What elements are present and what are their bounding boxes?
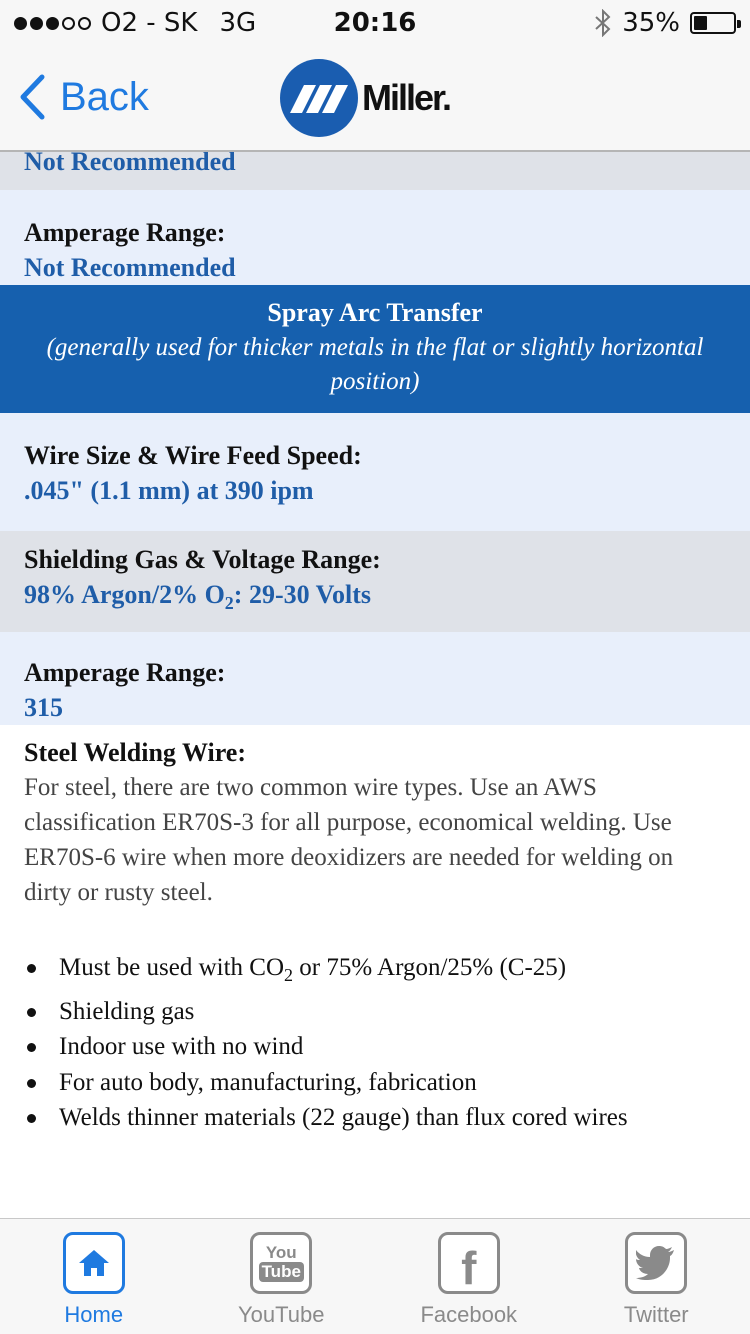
amperage-label: Amperage Range: — [24, 658, 226, 687]
twitter-icon — [625, 1232, 687, 1294]
miller-logo-text: Miller. — [362, 77, 451, 118]
tab-label: Facebook — [420, 1302, 518, 1327]
back-label: Back — [60, 74, 149, 119]
tab-label: Twitter — [623, 1302, 689, 1327]
steel-wire-title: Steel Welding Wire: — [24, 738, 246, 767]
amperage-row-1 — [0, 190, 750, 285]
tab-twitter[interactable] — [563, 1219, 750, 1334]
spray-arc-title: Spray Arc Transfer — [267, 298, 483, 327]
tab-home[interactable] — [0, 1219, 188, 1334]
wire-size-label: Wire Size & Wire Feed Speed: — [24, 441, 362, 470]
wire-size-row — [0, 413, 750, 531]
tab-label: Home — [64, 1302, 124, 1327]
spray-arc-subtitle: (generally used for thicker metals in the flat or slightly horizontal position) — [46, 334, 704, 395]
battery-percent: 35% — [622, 8, 680, 38]
partial-value: Not Recommended — [24, 152, 236, 176]
back-button[interactable] — [18, 74, 149, 120]
steel-wire-bullets — [24, 950, 744, 1136]
amperage-value: Not Recommended — [24, 253, 236, 282]
list-item: Welds thinner materials (22 gauge) than flux cored wires — [24, 1100, 744, 1136]
amperage-row-2 — [0, 632, 750, 725]
youtube-icon: You Tube — [250, 1232, 312, 1294]
steel-wire-description: For steel, there are two common wire types. Use an AWS classification ER70S-3 for all purpose, economical welding. Use ER70S-6 wire when more deoxidizers are needed for welding on dirty or rusty steel. — [24, 774, 674, 906]
wire-size-value: .045" (1.1 mm) at 390 ipm — [24, 476, 314, 505]
navigation-bar — [0, 40, 750, 152]
chevron-left-icon — [18, 74, 46, 120]
status-right — [594, 8, 736, 38]
partial-row — [0, 152, 750, 190]
tab-bar — [0, 1218, 750, 1334]
spray-arc-header — [0, 285, 750, 413]
battery-icon — [690, 12, 736, 34]
bluetooth-icon — [594, 9, 612, 37]
home-icon — [63, 1232, 125, 1294]
steel-wire-section — [24, 736, 724, 910]
carrier-name: O2 - SK — [101, 8, 198, 38]
battery-fill — [694, 16, 707, 30]
facebook-icon: f — [438, 1232, 500, 1294]
tab-facebook[interactable] — [375, 1219, 563, 1334]
tab-youtube[interactable] — [188, 1219, 376, 1334]
shielding-gas-row — [0, 531, 750, 632]
network-type: 3G — [219, 8, 257, 38]
tab-label: YouTube — [238, 1302, 325, 1327]
miller-logo-mark — [280, 59, 358, 137]
list-item: Must be used with $CO_2$ or 75% Argon/25% (C-25) — [24, 950, 744, 994]
list-item: Indoor use with no wind — [24, 1029, 744, 1065]
amperage-label: Amperage Range: — [24, 218, 226, 247]
shielding-gas-value: 98% Argon/2% $O_2$: 29-30 Volts — [24, 580, 372, 614]
miller-logo — [280, 59, 450, 137]
status-time: 20:16 — [333, 8, 417, 38]
content-scroll-area[interactable] — [0, 152, 750, 1218]
amperage-value: 315 — [24, 693, 63, 722]
list-item: For auto body, manufacturing, fabrication — [24, 1065, 744, 1101]
shielding-gas-label: Shielding Gas & Voltage Range: — [24, 545, 381, 574]
status-bar — [0, 0, 750, 40]
list-item: Shielding gas — [24, 994, 744, 1030]
